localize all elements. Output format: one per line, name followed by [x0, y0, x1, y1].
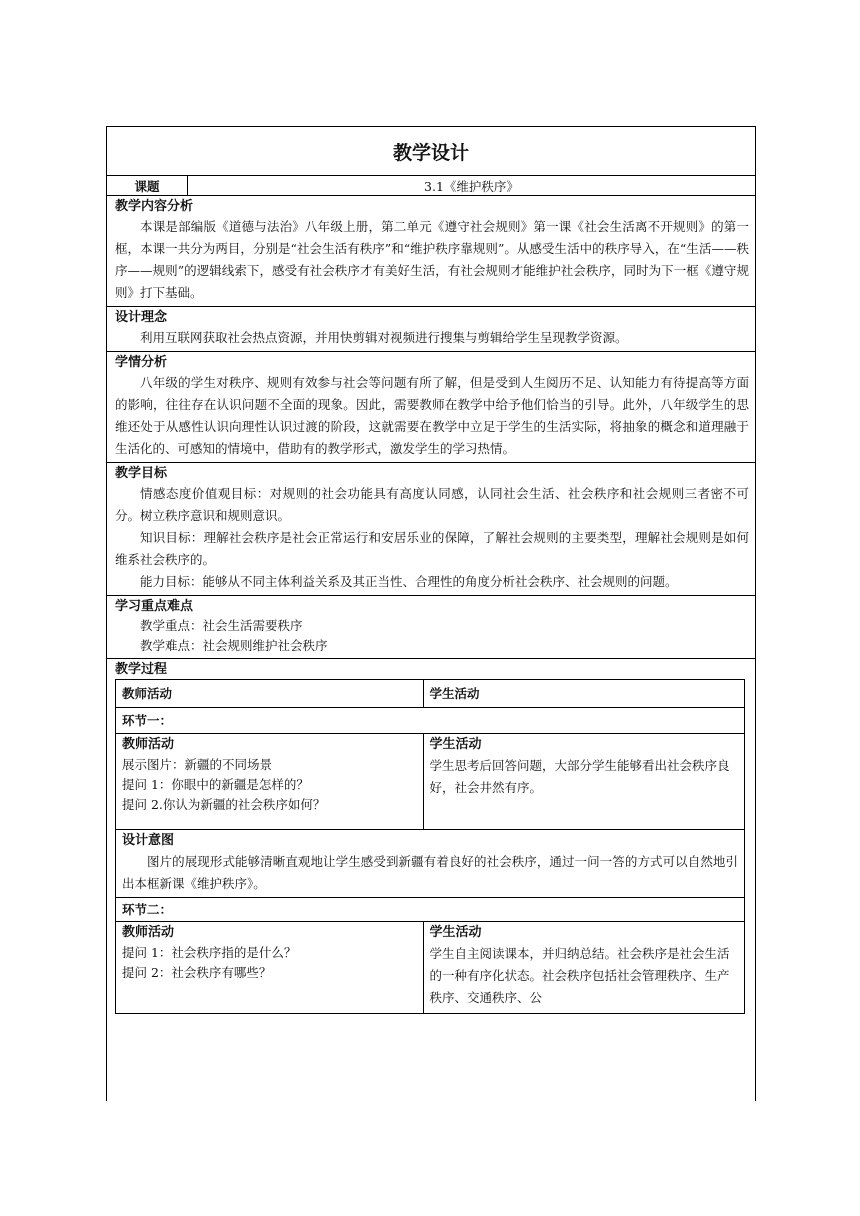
stage2-row: [116, 898, 745, 922]
objective-item: 情感态度价值观目标：对规则的社会功能具有高度认同感，认同社会生活、社会秩序和社会规则三者密不可分。树立秩序意识和规则意识。: [115, 486, 749, 523]
process-header-row: [116, 680, 745, 708]
stage1-label: 环节一：: [116, 708, 745, 734]
stage2-student-cell: [423, 922, 745, 1014]
objective-item: 知识目标：理解社会秩序是社会正常运行和安居乐业的保障，了解社会规则的主要类型，理解社会规则是如何维系社会秩序的。: [115, 530, 749, 567]
lesson-plan-table: [106, 126, 756, 1101]
stage1-student-text: 学生思考后回答问题，大部分学生能够看出社会秩序良好，社会井然有序。: [429, 758, 730, 795]
stage1-row: [116, 708, 745, 734]
topic-value: 3.1《维护秩序》: [424, 178, 519, 194]
stage1-teacher-heading: 教师活动: [122, 737, 175, 752]
stage2-student-heading: 学生活动: [429, 925, 482, 940]
learner-analysis-text: 八年级的学生对秩序、规则有效参与社会等问题有所了解，但是受到人生阅历不足、认知能力有待提高等方面的影响，往往存在认识问题不全面的现象。因此，需要教师在教学中给予他们恰当的引导。此外，八年级学生的思维还处于从感性认识向理性认识过渡的阶段，这就需要在教学中立足于学生的生活实际，将抽象的概念和道理融于生活化的、可感知的情境中，借助有的教学形式，激发学生的学习热情。: [115, 375, 749, 456]
key-focus: 教学重点：社会生活需要秩序: [140, 618, 303, 633]
stage2-activities: [116, 922, 745, 1014]
stage2-student-text: 学生自主阅读课本，并归纳总结。社会秩序是社会生活的一种有序化状态。社会秩序包括社会管理秩序、生产秩序、交通秩序、公: [429, 946, 730, 1005]
objectives-heading: 教学目标: [115, 466, 168, 481]
stage1-activities: [116, 734, 745, 830]
stage2-teacher-line: 提问 2：社会秩序有哪些？: [122, 965, 272, 980]
design-concept-text: 利用互联网获取社会热点资源，并用快剪辑对视频进行搜集与剪辑给学生呈现教学资源。: [140, 330, 628, 345]
process-section: [107, 659, 755, 1014]
col-student: 学生活动: [423, 680, 745, 708]
content-analysis-heading: 教学内容分析: [115, 199, 194, 214]
stage1-teacher-line: 提问 2.你认为新疆的社会秩序如何？: [122, 797, 326, 812]
content-analysis-section: [107, 196, 755, 307]
stage1-intent-text: 图片的展现形式能够清晰直观地让学生感受到新疆有着良好的社会秩序，通过一问一答的方式可以自然地引出本框新课《维护秩序》。: [122, 854, 738, 891]
col-teacher: 教师活动: [116, 680, 424, 708]
design-concept-heading: 设计理念: [115, 310, 168, 325]
stage1-intent-cell: [116, 830, 745, 898]
stage2-teacher-cell: [116, 922, 424, 1014]
key-points-section: [107, 596, 755, 659]
stage1-intent-row: [116, 830, 745, 898]
learner-analysis-heading: 学情分析: [115, 355, 168, 370]
design-concept-section: [107, 307, 755, 352]
stage1-teacher-line: 展示图片：新疆的不同场景: [122, 757, 273, 772]
stage2-teacher-line: 提问 1：社会秩序指的是什么？: [122, 945, 297, 960]
stage2-teacher-heading: 教师活动: [122, 925, 175, 940]
key-points-heading: 学习重点难点: [115, 599, 194, 614]
stage1-teacher-cell: [116, 734, 424, 830]
topic-row: [107, 176, 755, 196]
objective-item: 能力目标：能够从不同主体利益关系及其正当性、合理性的角度分析社会秩序、社会规则的问题。: [140, 574, 678, 589]
stage1-student-cell: [423, 734, 745, 830]
process-heading: 教学过程: [115, 662, 168, 677]
process-table: [115, 679, 745, 1014]
stage1-intent-heading: 设计意图: [122, 833, 175, 848]
stage1-teacher-line: 提问 1：你眼中的新疆是怎样的？: [122, 777, 309, 792]
doc-title: 教学设计: [107, 127, 755, 176]
content-analysis-text: 本课是部编版《道德与法治》八年级上册，第二单元《遵守社会规则》第一课《社会生活离不开规则》的第一框，本课一共分为两目，分别是“社会生活有秩序”和“维护秩序靠规则”。从感受生活中的秩序导入，在“生活——秩序——规则”的逻辑线索下，感受有社会秩序才有美好生活，有社会规则才能维护社会秩序，同时为下一框《遵守规则》打下基础。: [115, 219, 749, 300]
topic-label: 课题: [107, 176, 188, 195]
objectives-section: [107, 463, 755, 596]
stage1-student-heading: 学生活动: [429, 737, 482, 752]
learner-analysis-section: [107, 352, 755, 463]
stage2-label: 环节二：: [116, 898, 745, 922]
key-difficulty: 教学难点：社会规则维护社会秩序: [140, 638, 328, 653]
